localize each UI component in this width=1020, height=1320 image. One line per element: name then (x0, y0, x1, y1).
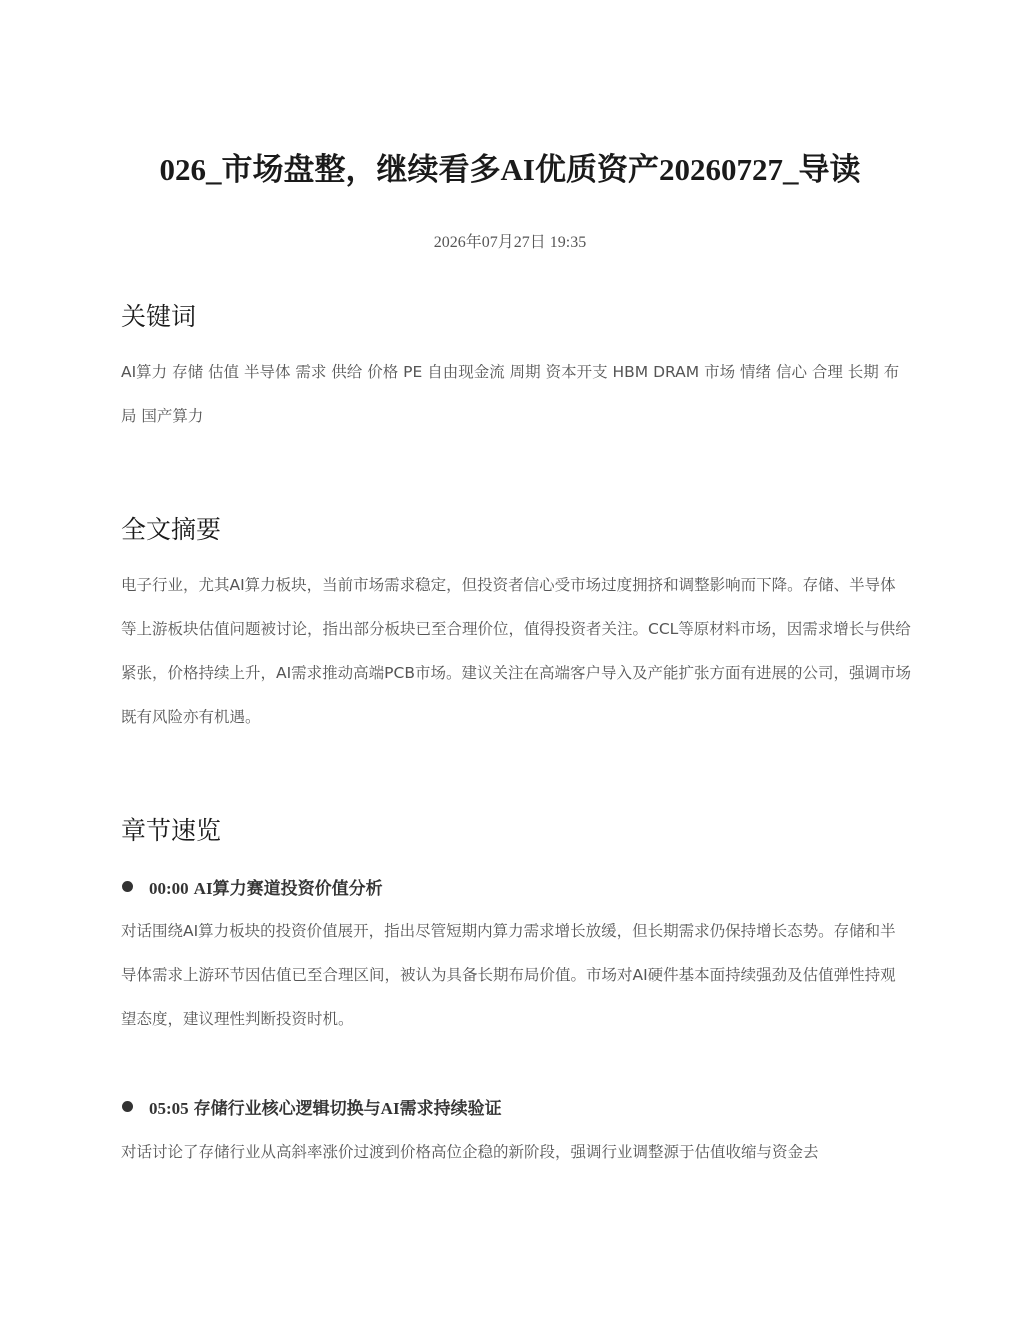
chapter-item-1-title: AI算力赛道投资价值分析 (193, 878, 383, 898)
document-title: 026_市场盘整，继续看多AI优质资产20260727_导读 (159, 152, 861, 187)
chapter-item-2-time: 05:05 (149, 1098, 189, 1118)
chapter-item-2-title-row (121, 1093, 502, 1119)
bullet-icon (122, 881, 133, 892)
chapter-item-1-time: 00:00 (149, 878, 189, 898)
summary-heading: 全文摘要 (121, 515, 222, 544)
chapter-item-1-title-row (121, 873, 383, 899)
chapter-item-1-text: 对话围绕AI算力板块的投资价值展开，指出尽管短期内算力需求增长放缓，但长期需求仍保持增长态势。存储和半导体需求上游环节因估值已至合理区间，被认为具备长期布局价值。市场对AI硬件基本面持续强劲及估值弹性持观望态度，建议理性判断投资时机。 (121, 922, 896, 1028)
chapter-item-2-text: 对话讨论了存储行业从高斜率涨价过渡到价格高位企稳的新阶段，强调行业调整源于估值收缩与资金去 (121, 1143, 819, 1161)
chapters-heading: 章节速览 (121, 816, 222, 845)
summary-text: 电子行业，尤其AI算力板块，当前市场需求稳定，但投资者信心受市场过度拥挤和调整影响而下降。存储、半导体等上游板块估值问题被讨论，指出部分板块已至合理价位，值得投资者关注。CCL等原材料市场，因需求增长与供给紧张，价格持续上升，AI需求推动高端PCB市场。建议关注在高端客户导入及产能扩张方面有进展的公司，强调市场既有风险亦有机遇。 (121, 576, 911, 726)
bullet-icon (122, 1101, 133, 1112)
chapter-item-2-title: 存储行业核心逻辑切换与AI需求持续验证 (193, 1098, 502, 1118)
keywords-heading: 关键词 (121, 302, 197, 331)
keywords-text: AI算力 存储 估值 半导体 需求 供给 价格 PE 自由现金流 周期 资本开支 HBM DRAM 市场 情绪 信心 合理 长期 布局 国产算力 (121, 363, 900, 425)
chapter-item-1-heading (149, 874, 383, 899)
document-date: 2026年07月27日 19:35 (433, 234, 587, 251)
chapter-item-2-heading (149, 1094, 502, 1119)
